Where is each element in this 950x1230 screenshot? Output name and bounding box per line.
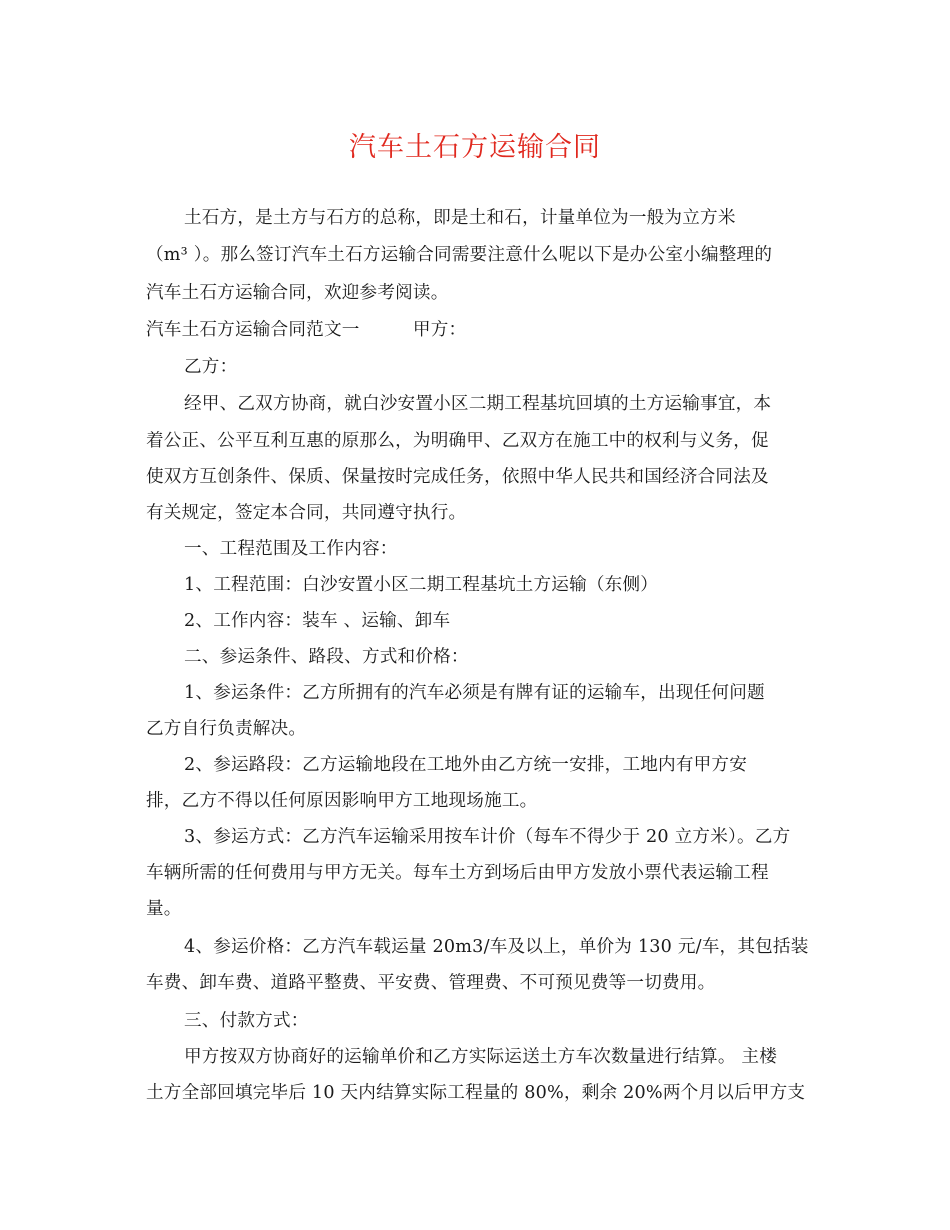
text-line: 4、参运价格：乙方汽车载运量 20m3/车及以上，单价为 130 元/车，其包括装 bbox=[184, 937, 809, 957]
text-line: 汽车土石方运输合同，欢迎参考阅读。 bbox=[146, 283, 449, 303]
text-line: 车费、卸车费、道路平整费、平安费、管理费、不可预见费等一切费用。 bbox=[146, 973, 716, 993]
text-line: 3、参运方式：乙方汽车运输采用按车计价（每车不得少于 20 立方米）。乙方 bbox=[184, 827, 791, 847]
text-line: 着公正、公平互利互惠的原那么，为明确甲、乙双方在施工中的权利与义务，促 bbox=[146, 431, 769, 451]
text-line: 使双方互创条件、保质、保量按时完成任务，依照中华人民共和国经济合同法及 bbox=[146, 467, 769, 487]
text-line: 一、工程范围及工作内容： bbox=[184, 539, 398, 559]
text-line: 有关规定，签定本合同，共同遵守执行。 bbox=[146, 503, 467, 523]
text-line: 土方全部回填完毕后 10 天内结算实际工程量的 80%，剩余 20%两个月以后甲方支 bbox=[146, 1083, 806, 1103]
text-line: 排，乙方不得以任何原因影响甲方工地现场施工。 bbox=[146, 791, 538, 811]
text-line: 车辆所需的任何费用与甲方无关。每车土方到场后由甲方发放小票代表运输工程 bbox=[146, 863, 769, 883]
text-line: 2、参运路段：乙方运输地段在工地外由乙方统一安排，工地内有甲方安 bbox=[184, 755, 748, 775]
text-line: 二、参运条件、路段、方式和价格： bbox=[184, 647, 469, 667]
text-line: 2、工作内容：装车 、运输、卸车 bbox=[184, 611, 451, 631]
text-line: 乙方： bbox=[184, 357, 238, 377]
text-line: 甲方按双方协商好的运输单价和乙方实际运送土方车次数量进行结算。 主楼 bbox=[184, 1047, 777, 1067]
text-line: 量。 bbox=[146, 899, 182, 919]
text-line: 汽车土石方运输合同范文一 甲方： bbox=[146, 320, 467, 340]
text-line: 1、参运条件：乙方所拥有的汽车必须是有牌有证的运输车，出现任何问题 bbox=[184, 683, 765, 703]
text-line: 三、付款方式： bbox=[184, 1011, 309, 1031]
text-line: 土石方，是土方与石方的总称，即是土和石，计量单位为一般为立方米 bbox=[184, 208, 736, 228]
text-line: （m³ ）。那么签订汽车土石方运输合同需要注意什么呢以下是办公室小编整理的 bbox=[146, 245, 773, 265]
document-title: 汽车土石方运输合同 bbox=[349, 132, 601, 163]
text-line: 1、工程范围：白沙安置小区二期工程基坑土方运输（东侧） bbox=[184, 575, 659, 595]
text-line: 经甲、乙双方协商，就白沙安置小区二期工程基坑回填的土方运输事宜，本 bbox=[184, 394, 772, 414]
text-line: 乙方自行负责解决。 bbox=[146, 719, 307, 739]
